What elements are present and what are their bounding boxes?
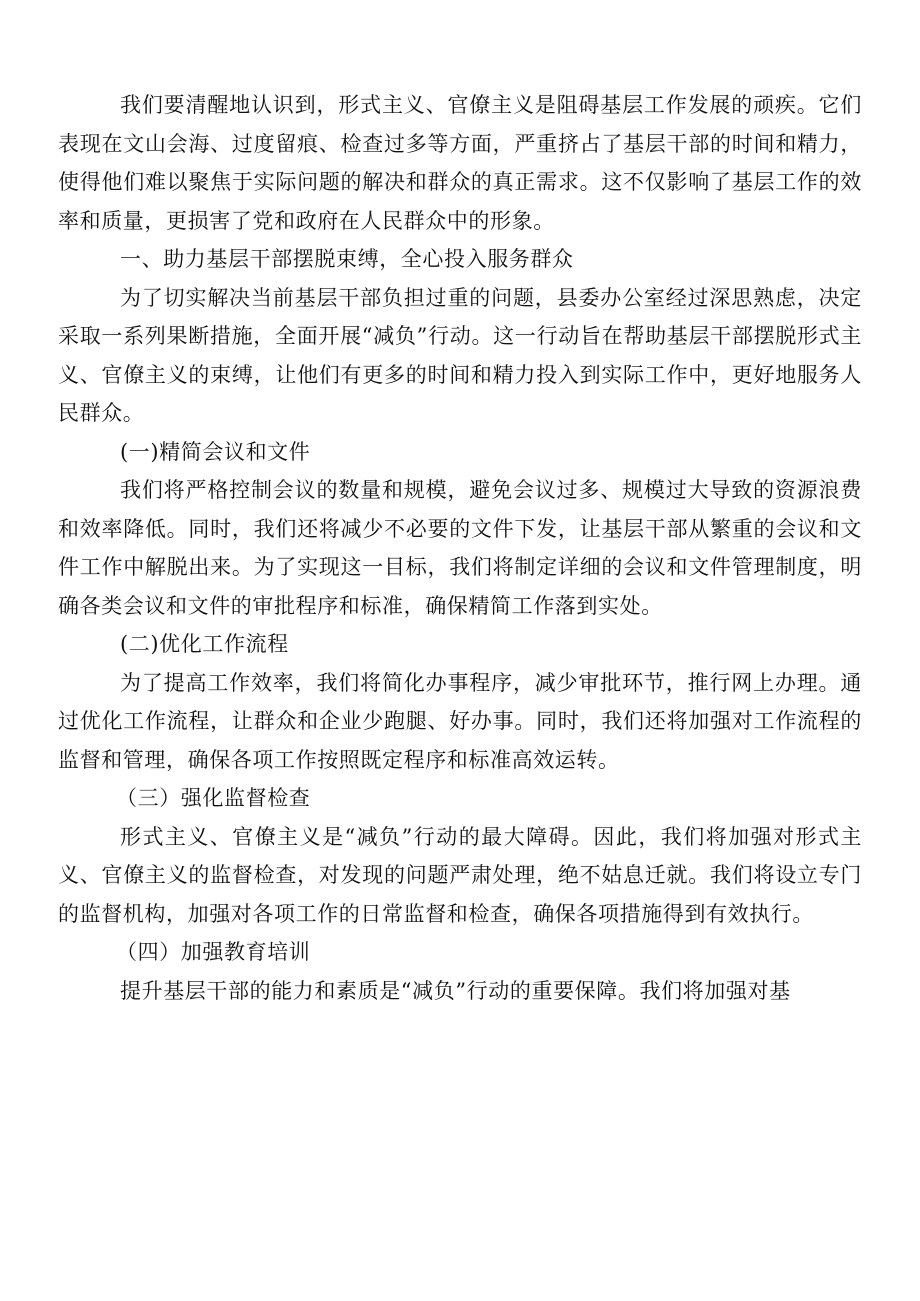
body-paragraph: 为了切实解决当前基层干部负担过重的问题，县委办公室经过深思熟虑，决定采取一系列果断措施，全面开展“减负”行动。这一行动旨在帮助基层干部摆脱形式主义、官僚主义的束缚，让他们有更多的时间和精力投入到实际工作中，更好地服务人民群众。	[58, 285, 862, 425]
subsection-heading: (二)优化工作流程	[120, 632, 289, 656]
document-body	[58, 86, 862, 1010]
body-paragraph: 我们将严格控制会议的数量和规模，避免会议过多、规模过大导致的资源浪费和效率降低。同时，我们还将减少不必要的文件下发，让基层干部从繁重的会议和文件工作中解脱出来。为了实现这一目标，我们将制定详细的会议和文件管理制度，明确各类会议和文件的审批程序和标准，确保精简工作落到实处。	[58, 478, 862, 618]
body-paragraph: 为了提高工作效率，我们将简化办事程序，减少审批环节，推行网上办理。通过优化工作流程，让群众和企业少跑腿、好办事。同时，我们还将加强对工作流程的监督和管理，确保各项工作按照既定程序和标准高效运转。	[58, 670, 862, 772]
subsection-heading: (一)精简会议和文件	[120, 439, 311, 464]
subsection-heading: （三）强化监督检查	[116, 786, 311, 810]
body-paragraph: 我们要清醒地认识到，形式主义、官僚主义是阻碍基层工作发展的顽疾。它们表现在文山会海、过度留痕、检查过多等方面，严重挤占了基层干部的时间和精力，使得他们难以聚焦于实际问题的解决和群众的真正需求。这不仅影响了基层工作的效率和质量，更损害了党和政府在人民群众中的形象。	[58, 93, 862, 233]
section-heading: 一、助力基层干部摆脱束缚，全心投入服务群众	[120, 247, 574, 271]
body-paragraph: 形式主义、官僚主义是“减负”行动的最大障碍。因此，我们将加强对形式主义、官僚主义的监督检查，对发现的问题严肃处理，绝不姑息迁就。我们将设立专门的监督机构，加强对各项工作的日常监督和检查，确保各项措施得到有效执行。	[58, 824, 862, 926]
subsection-heading: （四）加强教育培训	[116, 940, 311, 964]
body-paragraph: 提升基层干部的能力和素质是“减负”行动的重要保障。我们将加强对基	[120, 978, 791, 1003]
